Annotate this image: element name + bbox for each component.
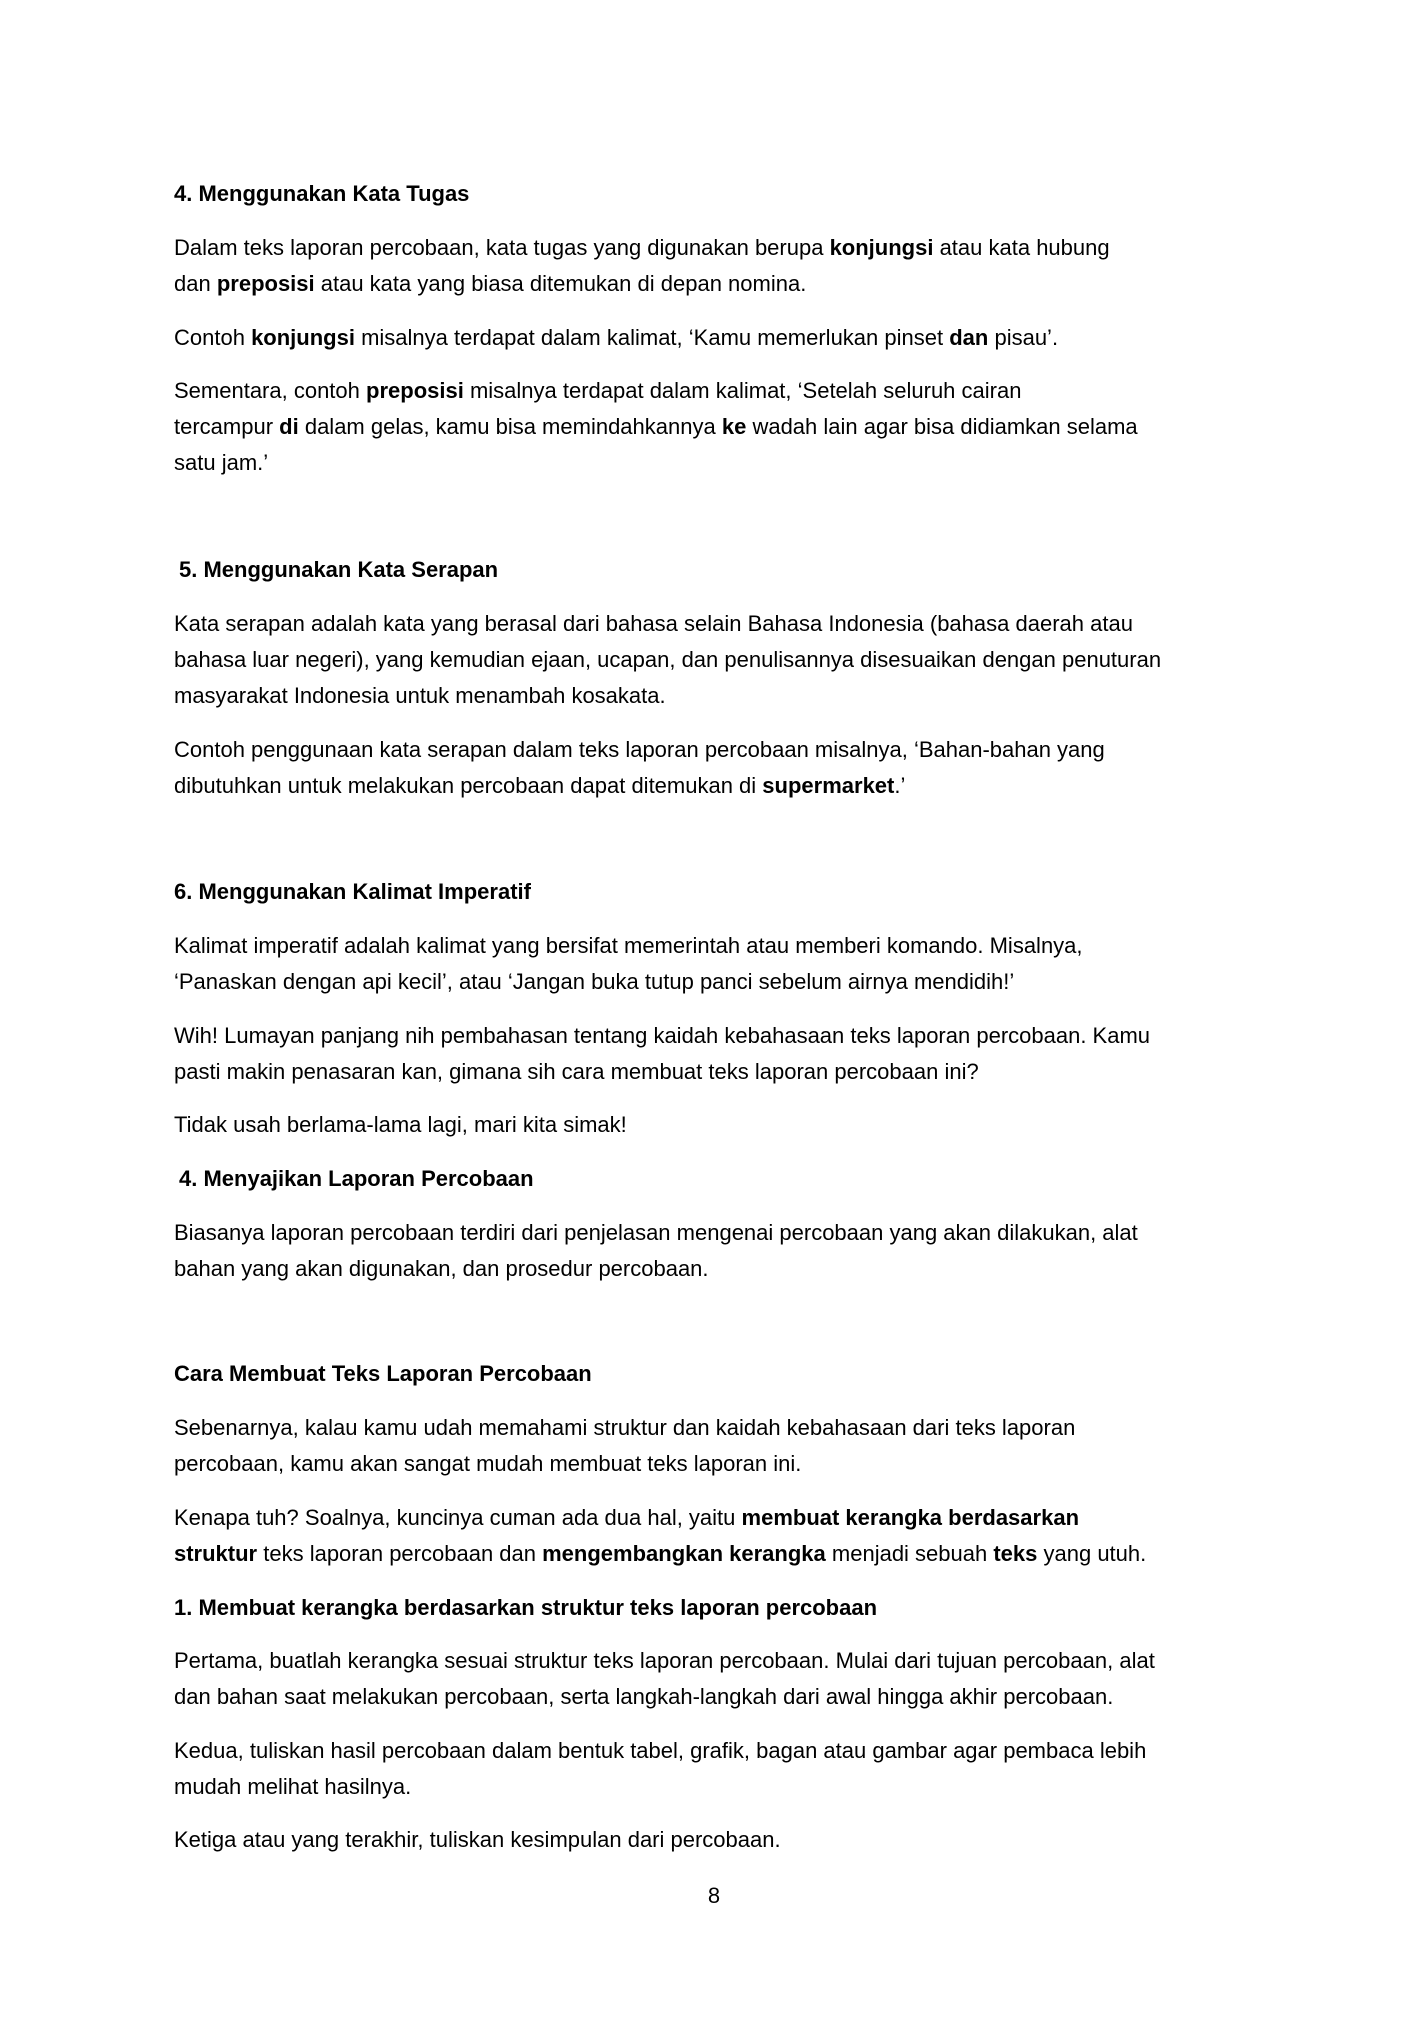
paragraph-contoh-preposisi: Sementara, contoh preposisi misalnya terdapat dalam kalimat, ‘Setelah seluruh cairan tercampur di dalam gelas, kamu bisa memindahkannya ke wadah lain agar bisa didiamkan selama satu jam.’ xyxy=(174,378,1138,475)
paragraph-kalimat-imperatif: Kalimat imperatif adalah kalimat yang bersifat memerintah atau memberi komando. Misalnya, ‘Panaskan dengan api kecil’, atau ‘Jangan buka tutup panci sebelum airnya mendidih!’ xyxy=(174,933,1083,994)
paragraph-ketiga: Ketiga atau yang terakhir, tuliskan kesimpulan dari percobaan. xyxy=(174,1827,781,1852)
heading-kata-serapan: 5. Menggunakan Kata Serapan xyxy=(179,557,499,582)
page-number: 8 xyxy=(707,1883,721,1908)
paragraph-kata-tugas: Dalam teks laporan percobaan, kata tugas yang digunakan berupa konjungsi atau kata hubung dan preposisi atau kata yang biasa ditemukan di depan nomina. xyxy=(174,235,1110,296)
heading-menyajikan-laporan: 4. Menyajikan Laporan Percobaan xyxy=(179,1166,534,1191)
heading-kalimat-imperatif: 6. Menggunakan Kalimat Imperatif xyxy=(174,879,531,904)
paragraph-kata-serapan: Kata serapan adalah kata yang berasal dari bahasa selain Bahasa Indonesia (bahasa daerah atau bahasa luar negeri), yang kemudian ejaan, ucapan, dan penulisannya disesuaikan dengan penuturan masyarakat Indonesia untuk menambah kosakata. xyxy=(174,611,1162,708)
paragraph-sebenarnya: Sebenarnya, kalau kamu udah memahami struktur dan kaidah kebahasaan dari teks laporan percobaan, kamu akan sangat mudah membuat teks laporan ini. xyxy=(174,1415,1076,1476)
paragraph-contoh-serapan: Contoh penggunaan kata serapan dalam teks laporan percobaan misalnya, ‘Bahan-bahan yang dibutuhkan untuk melakukan percobaan dapat ditemukan di supermarket.’ xyxy=(174,737,1105,798)
paragraph-menyajikan-laporan: Biasanya laporan percobaan terdiri dari penjelasan mengenai percobaan yang akan dilakukan, alat bahan yang akan digunakan, dan prosedur percobaan. xyxy=(174,1220,1138,1281)
subheading-membuat-kerangka: 1. Membuat kerangka berdasarkan struktur teks laporan percobaan xyxy=(174,1595,878,1620)
heading-cara-membuat: Cara Membuat Teks Laporan Percobaan xyxy=(174,1361,592,1386)
paragraph-kedua: Kedua, tuliskan hasil percobaan dalam bentuk tabel, grafik, bagan atau gambar agar pembaca lebih mudah melihat hasilnya. xyxy=(174,1738,1147,1799)
paragraph-pertama: Pertama, buatlah kerangka sesuai struktur teks laporan percobaan. Mulai dari tujuan percobaan, alat dan bahan saat melakukan percobaan, serta langkah-langkah dari awal hingga akhir percobaan. xyxy=(174,1648,1155,1709)
heading-kata-tugas: 4. Menggunakan Kata Tugas xyxy=(174,181,470,206)
paragraph-contoh-konjungsi: Contoh konjungsi misalnya terdapat dalam kalimat, ‘Kamu memerlukan pinset dan pisau’. xyxy=(174,325,1059,350)
paragraph-kenapa: Kenapa tuh? Soalnya, kuncinya cuman ada dua hal, yaitu membuat kerangka berdasarkan struktur teks laporan percobaan dan mengembangkan kerangka menjadi sebuah teks yang utuh. xyxy=(174,1505,1147,1566)
paragraph-simak: Tidak usah berlama-lama lagi, mari kita simak! xyxy=(174,1112,627,1137)
paragraph-wih: Wih! Lumayan panjang nih pembahasan tentang kaidah kebahasaan teks laporan percobaan. Kamu pasti makin penasaran kan, gimana sih cara membuat teks laporan percobaan ini? xyxy=(174,1023,1151,1084)
